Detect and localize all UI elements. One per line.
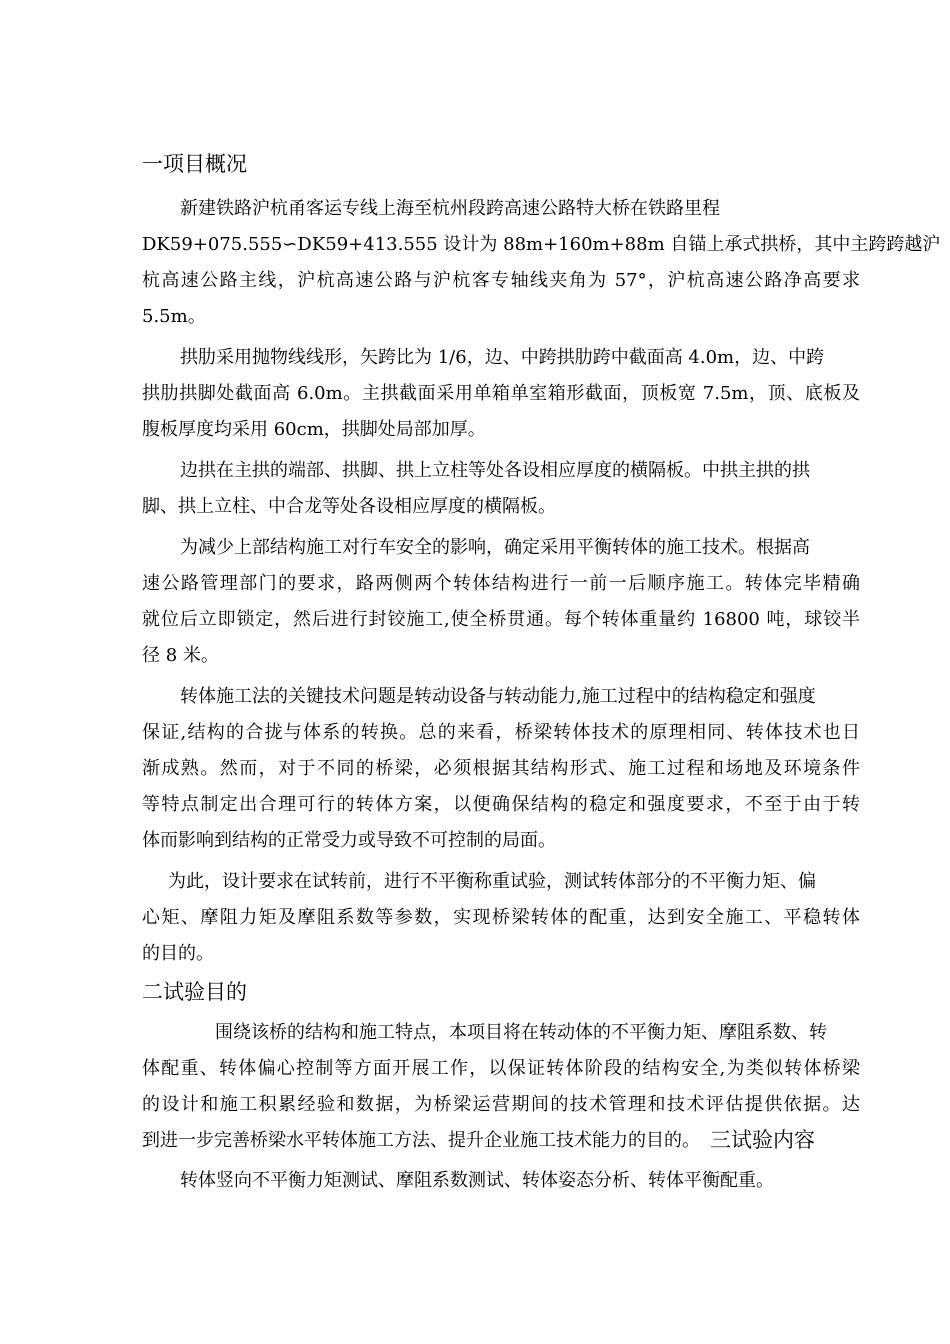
paragraph-line: 转体施工法的关键技术问题是转动设备与转动能力,施工过程中的结构稳定和强度 bbox=[180, 686, 816, 707]
paragraph-line: 围绕该桥的结构和施工特点，本项目将在转动体的不平衡力矩、摩阻系数、转 bbox=[215, 1022, 827, 1043]
paragraph-line: 就位后立即锁定，然后进行封铰施工,使全桥贯通。每个转体重量约 16800 吨，球铰半 bbox=[142, 609, 860, 630]
paragraph-line: 的目的。 bbox=[142, 943, 214, 964]
paragraph-line: 速公路管理部门的要求，路两侧两个转体结构进行一前一后顺序施工。转体完毕精确 bbox=[142, 573, 860, 594]
paragraph-line: 体而影响到结构的正常受力或导致不可控制的局面。 bbox=[142, 830, 556, 851]
section-heading-project-overview: 一项目概况 bbox=[142, 152, 247, 176]
paragraph-line: 渐成熟。然而，对于不同的桥梁，必须根据其结构形式、施工过程和场地及环境条件 bbox=[142, 758, 860, 779]
paragraph-line: DK59+075.555∽DK59+413.555 设计为 88m+160m+88m 自锚上承式拱桥，其中主跨跨越沪 bbox=[142, 234, 941, 255]
paragraph-line: 到进一步完善桥梁水平转体施工方法、提升企业施工技术能力的目的。 bbox=[142, 1130, 700, 1151]
paragraph-line: 新建铁路沪杭甬客运专线上海至杭州段跨高速公路特大桥在铁路里程 bbox=[180, 198, 720, 219]
paragraph-line: 径 8 米。 bbox=[142, 645, 219, 666]
section-heading-test-content: 三试验内容 bbox=[710, 1128, 815, 1152]
paragraph-line: 保证,结构的合拢与体系的转换。总的来看，桥梁转体技术的原理相同、转体技术也日 bbox=[142, 722, 860, 743]
section-heading-test-purpose: 二试验目的 bbox=[142, 980, 247, 1004]
paragraph-line: 拱肋拱脚处截面高 6.0m。主拱截面采用单箱单室箱形截面，顶板宽 7.5m，顶、底板及 bbox=[142, 383, 860, 404]
paragraph-line: 杭高速公路主线，沪杭高速公路与沪杭客专轴线夹角为 57°，沪杭高速公路净高要求 bbox=[142, 270, 860, 291]
paragraph-line: 转体竖向不平衡力矩测试、摩阻系数测试、转体姿态分析、转体平衡配重。 bbox=[180, 1170, 774, 1191]
paragraph-line: 的设计和施工积累经验和数据，为桥梁运营期间的技术管理和技术评估提供依据。达 bbox=[142, 1094, 860, 1115]
paragraph-line: 脚、拱上立柱、中合龙等处各设相应厚度的横隔板。 bbox=[142, 496, 556, 517]
paragraph-line: 心矩、摩阻力矩及摩阻系数等参数，实现桥梁转体的配重，达到安全施工、平稳转体 bbox=[142, 907, 860, 928]
paragraph-line: 体配重、转体偏心控制等方面开展工作，以保证转体阶段的结构安全,为类似转体桥梁 bbox=[142, 1058, 860, 1079]
paragraph-line: 拱肋采用抛物线线形，矢跨比为 1/6，边、中跨拱肋跨中截面高 4.0m，边、中跨 bbox=[180, 347, 825, 368]
paragraph-line: 5.5m。 bbox=[142, 306, 206, 327]
paragraph-line: 边拱在主拱的端部、拱脚、拱上立柱等处各设相应厚度的横隔板。中拱主拱的拱 bbox=[180, 460, 810, 481]
paragraph-line: 等特点制定出合理可行的转体方案，以便确保结构的稳定和强度要求，不至于由于转 bbox=[142, 794, 860, 815]
paragraph-line: 腹板厚度均采用 60cm，拱脚处局部加厚。 bbox=[142, 419, 486, 440]
paragraph-line: 为减少上部结构施工对行车安全的影响，确定采用平衡转体的施工技术。根据高 bbox=[180, 537, 810, 558]
paragraph-line: 为此，设计要求在试转前，进行不平衡称重试验，测试转体部分的不平衡力矩、偏 bbox=[168, 871, 816, 892]
